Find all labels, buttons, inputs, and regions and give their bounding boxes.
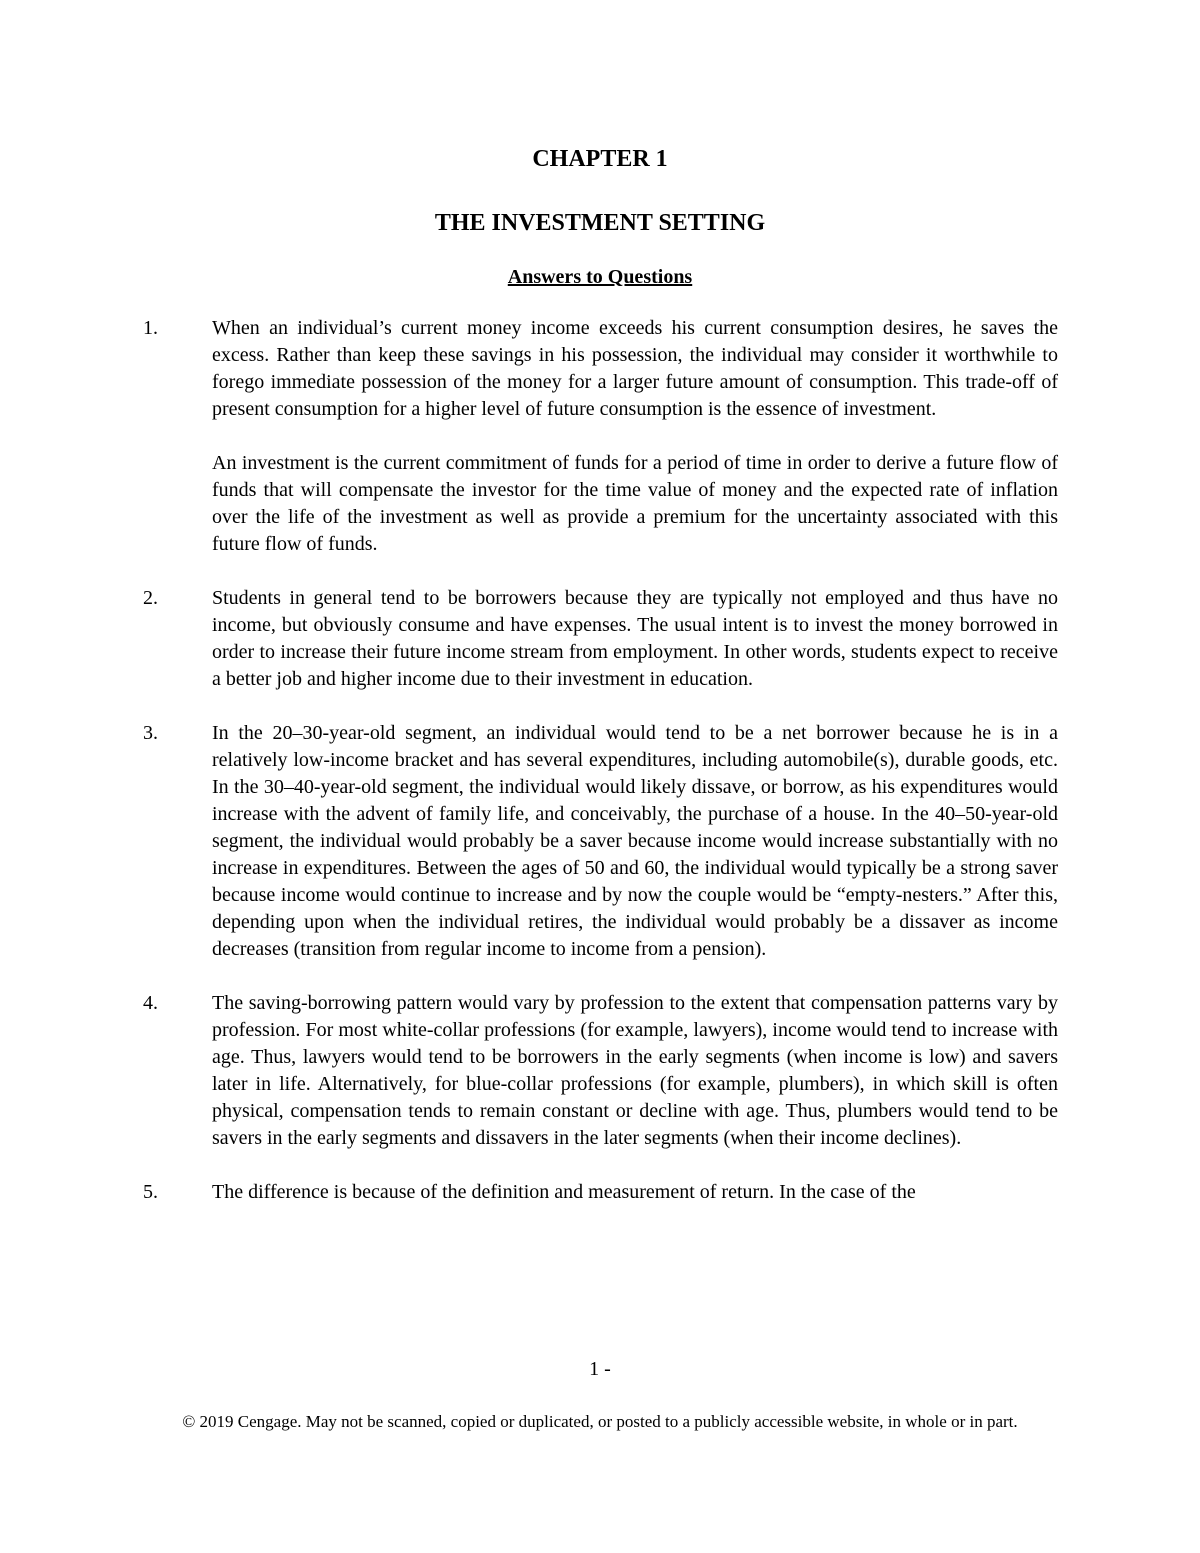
answer-item-1 (0, 315, 1200, 558)
answer-paragraph: In the 20–30-year-old segment, an individual would tend to be a net borrower because he is in a relatively low-income bracket and has several expenditures, including automobile(s), durable goods, etc. In the 30–40-year-old segment, the individual would likely dissave, or borrow, as his expenditures would increase with the advent of family life, and conceivably, the purchase of a house. In the 40–50-year-old segment, the individual would probably be a saver because income would increase substantially with no increase in expenditures. Between the ages of 50 and 60, the individual would typically be a strong saver because income would continue to increase and by now the couple would be “empty-nesters.” After this, depending upon when the individual retires, the individual would probably be a dissaver as income decreases (transition from regular income to income from a pension). (212, 722, 1058, 960)
answer-number: 3. (143, 722, 158, 744)
answer-paragraph: Students in general tend to be borrowers because they are typically not employed and thus have no income, but obviously consume and have expenses. The usual intent is to invest the money borrowed in order to increase their future income stream from employment. In other words, students expect to receive a better job and higher income due to their investment in education. (212, 587, 1058, 690)
answers-list (0, 315, 1200, 1233)
answer-number: 2. (143, 587, 158, 609)
answer-paragraph: When an individual’s current money income exceeds his current consumption desires, he saves the excess. Rather than keep these savings in his possession, the individual may consider it worthwhile to forego immediate possession of the money for a larger future amount of consumption. This trade-off of present consumption for a higher level of future consumption is the essence of investment. (212, 317, 1058, 420)
chapter-title: CHAPTER 1 (532, 146, 668, 172)
answer-item-3 (0, 720, 1200, 963)
answer-item-5 (0, 1179, 1200, 1206)
answer-number: 1. (143, 317, 158, 339)
answer-item-2 (0, 585, 1200, 693)
answer-item-4 (0, 990, 1200, 1152)
copyright-notice: © 2019 Cengage. May not be scanned, copied or duplicated, or posted to a publicly accessible website, in whole or in part. (182, 1412, 1018, 1431)
answer-number: 4. (143, 992, 158, 1014)
answer-paragraph: An investment is the current commitment of funds for a period of time in order to derive a future flow of funds that will compensate the investor for the time value of money and the expected rate of inflation over the life of the investment as well as provide a premium for the uncertainty associated with this future flow of funds. (212, 452, 1058, 555)
answers-heading: Answers to Questions (507, 266, 693, 288)
page-number: 1 - (589, 1358, 611, 1380)
answer-paragraph: The saving-borrowing pattern would vary by profession to the extent that compensation patterns vary by profession. For most white-collar professions (for example, lawyers), income would tend to increase with age. Thus, lawyers would tend to be borrowers in the early segments (when income is low) and savers later in life. Alternatively, for blue-collar professions (for example, plumbers), in which skill is often physical, compensation tends to remain constant or decline with age. Thus, plumbers would tend to be savers in the early segments and dissavers in the later segments (when their income declines). (212, 992, 1058, 1149)
answer-number: 5. (143, 1181, 158, 1203)
section-title: THE INVESTMENT SETTING (434, 210, 766, 236)
answer-paragraph: The difference is because of the definition and measurement of return. In the case of the (212, 1181, 916, 1203)
